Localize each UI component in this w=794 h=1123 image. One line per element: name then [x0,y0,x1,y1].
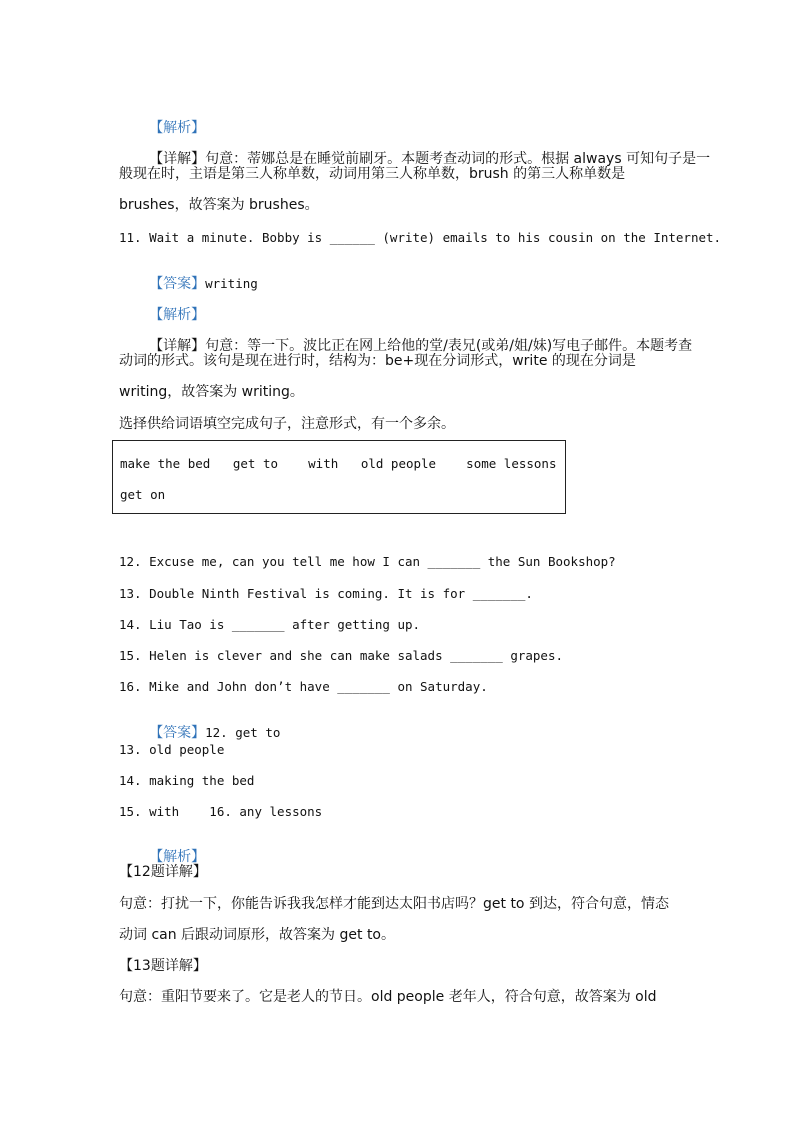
question-13: 13. Double Ninth Festival is coming. It is for _______. [119,586,533,601]
word-box-row: make the bed get to with old people some lessons [120,456,557,471]
question-11: 11. Wait a minute. Bobby is ______ (write) emails to his cousin on the Internet. [119,230,722,245]
question-14: 14. Liu Tao is _______ after getting up. [119,617,421,632]
detail-line: 般现在时，主语是第三人称单数，动词用第三人称单数，brush 的第三人称单数是 [119,166,626,182]
detail-line: 句意：打扰一下，你能告诉我我怎样才能到达太阳书店吗？get to 到达，符合句意，情态 [119,896,669,912]
detail-line: 动词 can 后跟动词原形，故答案为 get to。 [119,927,395,943]
detail-line: brushes，故答案为 brushes。 [119,197,319,213]
question-12: 12. Excuse me, can you tell me how I can _______ the Sun Bookshop? [119,554,616,569]
answer-item: 14. making the bed [119,773,255,788]
analysis-label: 【解析】 [149,849,206,865]
answer-item: 13. old people [119,742,225,757]
answer-item: 15. with 16. any lessons [119,804,323,819]
detail-line: 句意：重阳节要来了。它是老人的节日。old people 老年人，符合句意，故答案为 old [119,989,657,1005]
instruction-line: 选择供给词语填空完成句子，注意形式，有一个多余。 [119,416,455,432]
section-heading: 【13题详解】 [119,958,207,974]
section-heading: 【12题详解】 [119,864,207,880]
detail-line: 【详解】句意：蒂娜总是在睡觉前刷牙。本题考查动词的形式。根据 always 可知句子是一 [149,151,711,167]
question-15: 15. Helen is clever and she can make salads _______ grapes. [119,648,564,663]
analysis-label: 【解析】 [149,120,206,136]
detail-line: 【详解】句意：等一下。波比正在网上给他的堂/表兄(或弟/姐/妹)写电子邮件。本题考查 [149,338,693,354]
detail-line: writing，故答案为 writing。 [119,384,304,400]
word-box-row: get on [120,487,166,502]
analysis-label: 【解析】 [149,307,206,323]
question-16: 16. Mike and John don’t have _______ on Saturday. [119,679,488,694]
detail-line: 动词的形式。该句是现在进行时，结构为：be+现在分词形式，write 的现在分词是 [119,353,636,369]
answer-line: 【答案】12. get to [149,725,281,741]
answer-line: 【答案】writing [149,276,258,292]
word-box [112,440,566,514]
